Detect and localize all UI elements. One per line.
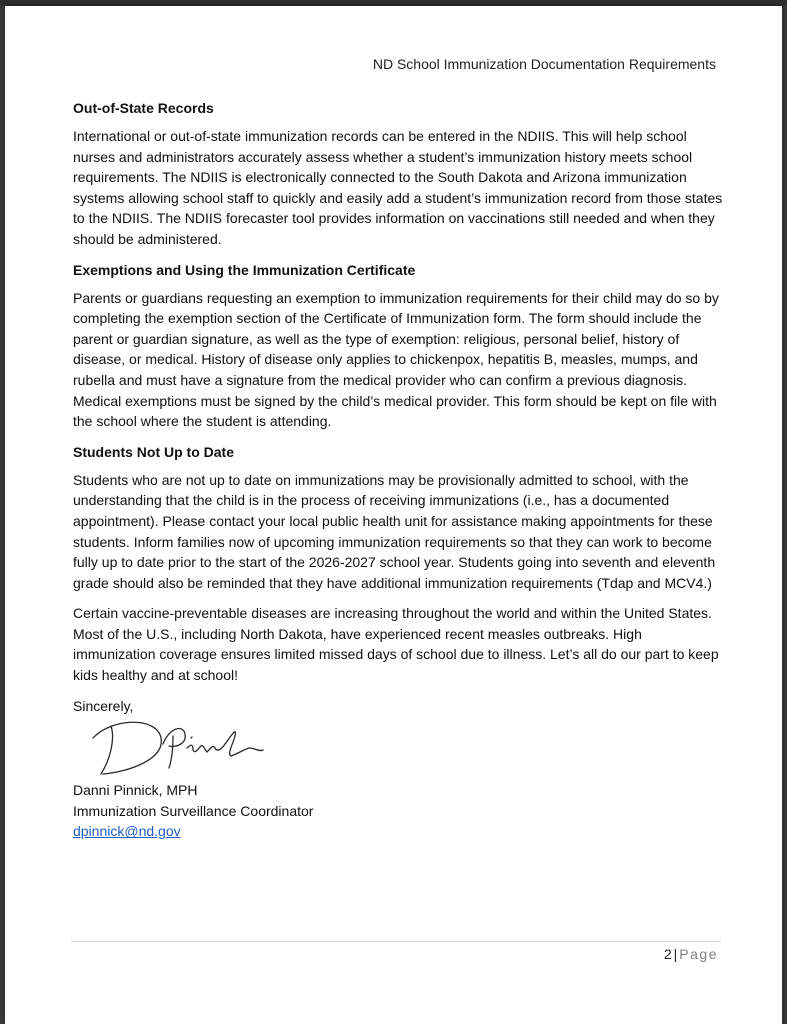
document-body [73, 98, 723, 842]
salutation: Sincerely, [73, 697, 134, 714]
section-paragraph: Students who are not up to date on immunizations may be provisionally admitted to school, with the understanding that the child is in the process of receiving immunizations (i.e., has a documented appointment). Please contact your local public health unit for assistance making appointments for these students. Inform families now of upcoming immunization requirements so that they can work to become fully up to date prior to the start of the 2026-2027 school year. Students going into seventh and eleventh grade should also be reminded that they have additional immunization requirements (Tdap and MCV4.) [73, 471, 716, 591]
page-number-separator: | [673, 946, 678, 962]
section-heading: Out-of-State Records [73, 100, 214, 116]
handwritten-signature [91, 714, 271, 778]
page-number: 2 [663, 946, 672, 962]
page-number-footer [664, 946, 718, 962]
signer-email-link[interactable]: dpinnick@nd.gov [73, 823, 181, 840]
signer-name: Danni Pinnick, MPH [73, 782, 198, 799]
page-word: Page [679, 946, 718, 962]
section-out-of-state-records [73, 98, 723, 250]
section-paragraph: Certain vaccine-preventable diseases are increasing throughout the world and within the United States. Most of the U.S., including North Dakota, have experienced recent measles outbreaks. High immunization coverage ensures limited missed days of school due to illness. Let’s all do our part to keep kids healthy and at school! [73, 605, 719, 684]
document-page [5, 6, 782, 1024]
page-header-title: ND School Immunization Documentation Requirements [372, 56, 716, 72]
section-heading: Students Not Up to Date [73, 443, 234, 460]
closing-block [73, 696, 723, 842]
signer-role: Immunization Surveillance Coordinator [73, 802, 314, 819]
section-heading: Exemptions and Using the Immunization Certificate [73, 261, 416, 278]
section-exemptions [73, 260, 723, 432]
footer-divider [71, 941, 721, 942]
section-paragraph: International or out-of-state immunization records can be entered in the NDIIS. This will help school nurses and administrators accurately assess whether a student’s immunization history meets school requirements. The NDIIS is electronically connected to the South Dakota and Arizona immunization systems allowing school staff to quickly and easily add a student’s immunization record from those states to the NDIIS. The NDIIS forecaster tool provides information on vaccinations still needed and when they should be administered. [73, 128, 723, 247]
section-students-not-up-to-date [73, 442, 723, 686]
section-paragraph: Parents or guardians requesting an exemption to immunization requirements for their child may do so by completing the exemption section of the Certificate of Immunization form. The form should include the parent or guardian signature, as well as the type of exemption: religious, personal belief, history of disease, or medical. History of disease only applies to chickenpox, hepatitis B, measles, mumps, and rubella and must have a signature from the medical provider who can confirm a previous diagnosis. Medical exemptions must be signed by the child’s medical provider. This form should be kept on file with the school where the student is attending. [73, 289, 719, 430]
